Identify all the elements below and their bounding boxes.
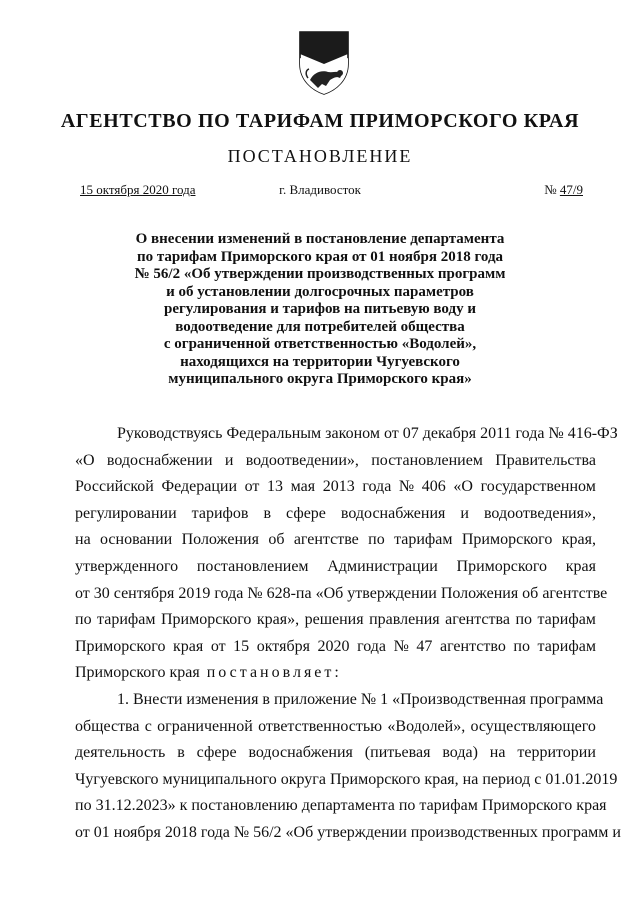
- body-word: Правительства: [495, 451, 596, 469]
- body-word: года: [362, 478, 392, 496]
- body-word: ответственностью: [258, 717, 383, 735]
- body-word: в: [177, 744, 185, 762]
- body-word: Приморского: [75, 637, 166, 655]
- body-word: сфере: [286, 504, 326, 522]
- body-word: Положения: [181, 531, 259, 549]
- body-word: и: [460, 504, 469, 522]
- body-word: тарифов: [191, 504, 249, 522]
- body-word: территории: [517, 744, 596, 762]
- number-prefix: №: [544, 182, 557, 197]
- body-word: Приморского: [456, 557, 548, 575]
- body-word: по: [75, 611, 92, 629]
- body-word: водоснабжения: [248, 744, 353, 762]
- body-word: года: [357, 637, 387, 655]
- document-city: г. Владивосток: [279, 182, 361, 197]
- body-word: тарифам: [537, 637, 596, 655]
- body-word: по: [368, 531, 385, 549]
- body-word: мая: [290, 478, 316, 496]
- body-line: [75, 501, 596, 528]
- body-word: тарифам: [394, 531, 453, 549]
- body-line: [75, 607, 596, 634]
- body-word: агентстве: [293, 531, 359, 549]
- title-line: с ограниченной ответственностью «Водолей»,: [163, 336, 477, 352]
- title-line: находящихся на территории Чугуевского: [180, 353, 460, 370]
- body-word: «О: [453, 478, 473, 496]
- body-word: и: [224, 451, 234, 469]
- body-word: в: [263, 504, 272, 522]
- body-word: 2020: [317, 637, 350, 655]
- body-text: от 30 сентября 2019 года № 628-па «Об утверждении Положения об агентстве: [75, 584, 608, 602]
- body-word: «О: [75, 451, 95, 469]
- body-word: государственном: [480, 478, 596, 496]
- coat-of-arms-icon: [296, 28, 352, 96]
- body-word: осуществляющего: [470, 717, 596, 735]
- title-line: № 56/2 «Об утверждении производственных программ: [134, 266, 506, 282]
- body-line: [75, 793, 607, 820]
- body-word: водоотведении»,: [245, 451, 359, 469]
- body-word: №: [393, 637, 409, 655]
- body-word: регулировании: [75, 504, 177, 522]
- body-line: [75, 660, 596, 687]
- body-line: [75, 767, 618, 794]
- body-word: агентство: [439, 637, 506, 655]
- body-word: края: [565, 557, 596, 575]
- body-word: 13: [267, 478, 284, 496]
- body-word: деятельность: [75, 744, 166, 762]
- body-word: Приморского: [461, 531, 553, 549]
- body-word: ограниченной: [157, 717, 253, 735]
- body-word: от: [244, 478, 260, 496]
- body-word: постановлением: [196, 557, 309, 575]
- body-text: по 31.12.2023» к постановлению департамента по тарифам Приморского края: [75, 797, 607, 815]
- body-word: 2013: [322, 478, 355, 496]
- body-word: водоснабжения: [340, 504, 446, 522]
- body-line: [75, 687, 604, 714]
- body-word: на: [75, 531, 91, 549]
- body-word: края: [173, 637, 204, 655]
- title-line: муниципального округа Приморского края»: [168, 371, 472, 387]
- agency-name: АГЕНТСТВО ПО ТАРИФАМ ПРИМОРСКОГО КРАЯ: [60, 110, 580, 132]
- body-word: (питьевая: [364, 744, 431, 762]
- body-word: с: [144, 717, 152, 735]
- body-word: утвержденного: [75, 557, 179, 575]
- body-line: [75, 714, 596, 741]
- body-word: тарифам: [537, 611, 596, 629]
- body-line: [75, 740, 596, 767]
- body-line: [75, 527, 596, 554]
- body-word: общества: [75, 717, 140, 735]
- body-word: на: [489, 744, 506, 762]
- body-word: по: [513, 637, 530, 655]
- body-word: по: [515, 611, 532, 629]
- body-word: Российской: [75, 478, 154, 496]
- body-text: 1. Внести изменения в приложение № 1 «Производственная программа: [117, 690, 604, 708]
- body-word: тарифам: [97, 611, 156, 629]
- body-word: основании: [100, 531, 173, 549]
- body-word: постановлением: [371, 451, 483, 469]
- body-line: [75, 634, 596, 661]
- title-line: регулирования и тарифов на питьевую воду и: [164, 301, 476, 317]
- body-word: Приморского края: [75, 664, 200, 682]
- body-word: сфере: [196, 744, 237, 762]
- title-line: и об установлении долгосрочных параметров: [166, 283, 474, 300]
- body-word: об: [268, 531, 285, 549]
- body-line: [75, 820, 621, 847]
- body-word: №: [398, 478, 415, 496]
- body-word: «Водолей»,: [387, 717, 466, 735]
- body-word: Администрации: [327, 557, 438, 575]
- document-title: [100, 231, 540, 389]
- body-text: Чугуевского муниципального округа Приморского края, на период с 01.01.2019: [75, 770, 618, 788]
- document-number: [544, 182, 583, 198]
- body-word: агентства: [445, 611, 510, 629]
- body-word: от: [210, 637, 226, 655]
- document-body: [75, 421, 621, 847]
- resolves-word: постановляет:: [199, 664, 342, 682]
- body-word: правления: [369, 611, 440, 629]
- body-word: решения: [304, 611, 364, 629]
- body-text: от 01 ноября 2018 года № 56/2 «Об утверждении производственных программ и: [75, 823, 621, 841]
- body-word: Федерации: [161, 478, 238, 496]
- body-word: края,: [561, 531, 596, 549]
- body-word: 406: [421, 478, 446, 496]
- document-date: 15 октября 2020 года: [80, 182, 196, 197]
- body-word: 47: [416, 637, 433, 655]
- document-type: ПОСТАНОВЛЕНИЕ: [227, 146, 413, 166]
- body-line: [75, 448, 596, 475]
- body-word: октября: [256, 637, 310, 655]
- title-line: водоотведение для потребителей общества: [175, 318, 465, 335]
- title-line: по тарифам Приморского края от 01 ноября 2018 года: [136, 248, 504, 265]
- body-word: вода): [442, 744, 478, 762]
- body-word: водоотведения»,: [483, 504, 596, 522]
- title-line: О внесении изменений в постановление департамента: [135, 231, 505, 247]
- number-value: 47/9: [559, 182, 583, 197]
- body-word: 15: [233, 637, 250, 655]
- body-line: [75, 474, 596, 501]
- body-line: [75, 421, 618, 448]
- body-line: [75, 554, 596, 581]
- body-text: Руководствуясь Федеральным законом от 07 декабря 2011 года № 416-ФЗ: [117, 425, 618, 442]
- body-word: края»,: [256, 611, 300, 629]
- body-line: [75, 581, 608, 608]
- body-word: водоснабжении: [106, 451, 213, 469]
- body-word: Приморского: [160, 611, 252, 629]
